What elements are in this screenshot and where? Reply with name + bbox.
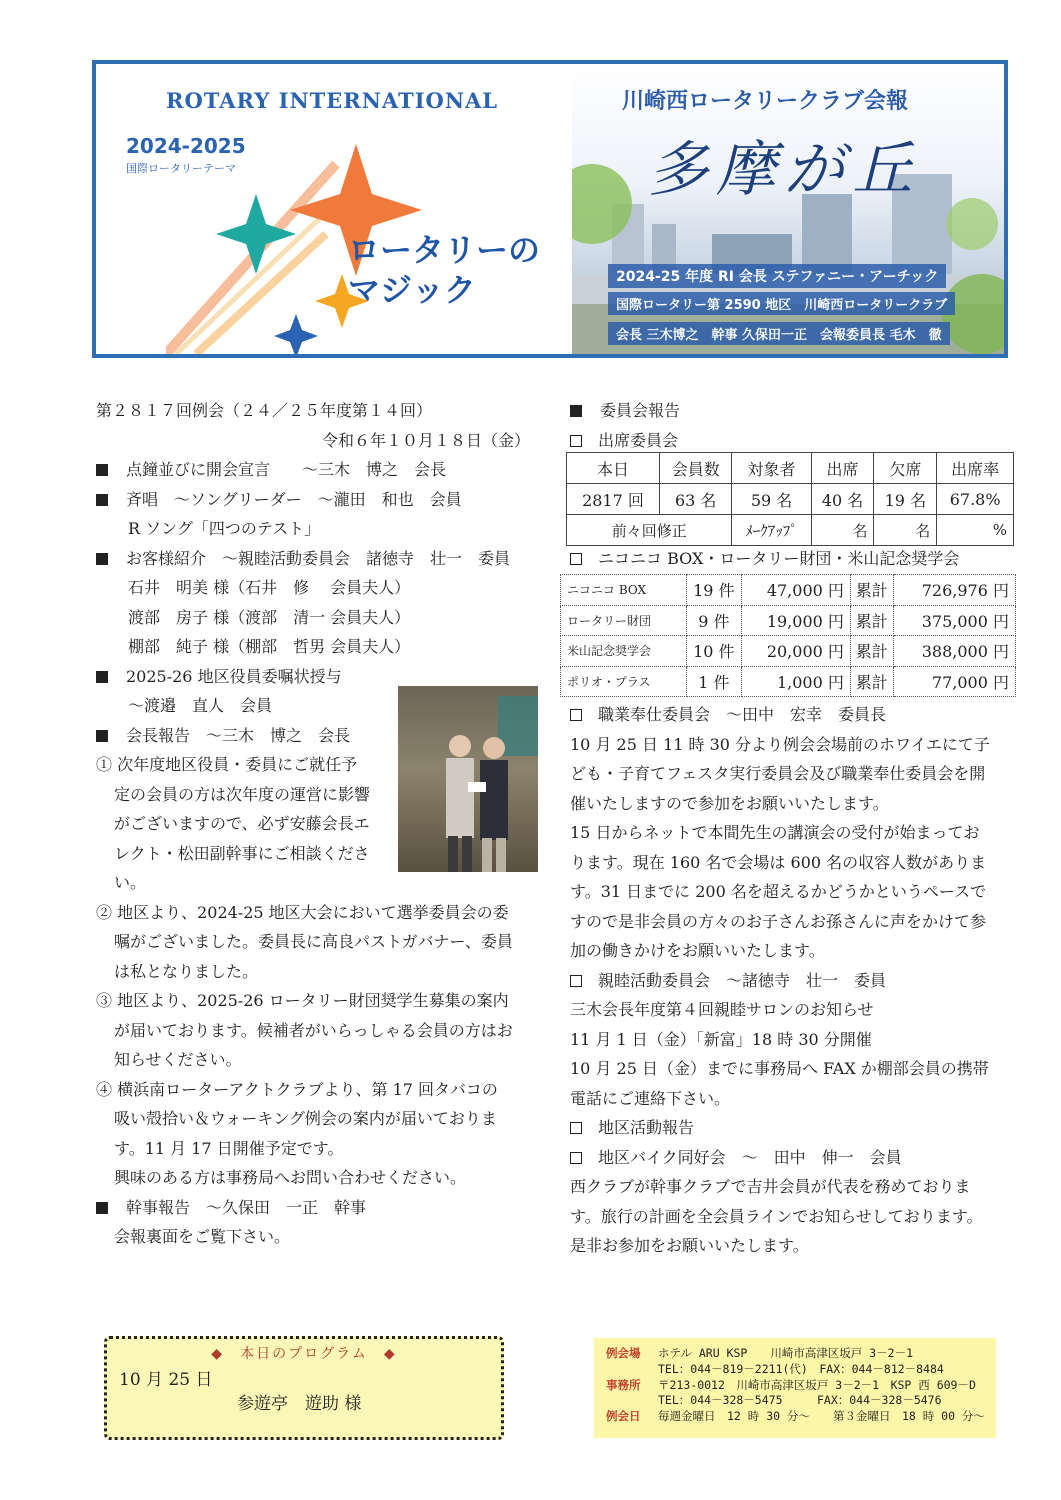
donation-table <box>560 574 1016 697</box>
table-row <box>561 575 1016 606</box>
report-line: ども・子育てフェスタ実行委員会及び職業奉仕委員会を開 <box>570 764 986 783</box>
table-row <box>561 666 1016 697</box>
table-cell: 19 名 <box>874 484 937 515</box>
program-guest: 参遊亭 遊助 様 <box>237 1394 362 1414</box>
report-line: す。31 日までに 200 名を超えるかどうかというペースで <box>570 882 987 901</box>
table-cell: 59 名 <box>732 484 811 515</box>
report-line: 10 月 25 日 11 時 30 分より例会会場前のホワイエにて子 <box>570 734 990 754</box>
newsletter-calligraphy-title: 多摩が丘 <box>648 135 920 205</box>
fellowship-heading: 親睦活動委員会 ～諸徳寺 壮一 委員 <box>570 966 1020 996</box>
table-cell: 726,976 円 <box>893 575 1015 606</box>
open-square-icon <box>570 975 582 987</box>
square-bullet-icon <box>96 464 108 476</box>
guest-line: 石井 明美 様（石井 修 会員夫人） <box>128 578 411 597</box>
table-row <box>567 453 1014 484</box>
table-cell: 前々回修正 <box>567 515 732 546</box>
venue-label: 例会場 <box>606 1346 641 1360</box>
award-ceremony-photo <box>398 686 538 872</box>
photo-figures <box>398 686 538 872</box>
table-cell: ニコニコ BOX <box>561 575 687 606</box>
open-square-icon <box>570 1122 582 1134</box>
bike-club-heading: 地区バイク同好会 ～ 田中 伸一 会員 <box>570 1143 1020 1173</box>
report-line: すので是非会員の方々のお子さんお孫さんに声をかけて参 <box>570 911 987 931</box>
open-square-icon <box>570 709 582 721</box>
table-header: 会員数 <box>659 453 732 484</box>
report-line: 興味のある方は事務局へお問い合わせください。 <box>114 1168 467 1187</box>
table-cell: 1,000 円 <box>741 666 850 697</box>
report-line: ① 次年度地区役員・委員にご就任予 <box>96 755 358 774</box>
vocational-heading: 職業奉仕委員会 ～田中 宏幸 委員長 <box>570 700 1020 730</box>
theme-year: 2024-2025 <box>126 134 246 158</box>
table-row <box>567 515 1014 546</box>
table-cell: 2817 回 <box>567 484 660 515</box>
rotary-international-title: ROTARY INTERNATIONAL <box>166 88 499 113</box>
agenda-item: 斉唱 ～ソングリーダー ～瀧田 和也 会員 <box>96 485 536 515</box>
table-cell: 名 <box>874 515 937 546</box>
table-cell: 累計 <box>850 666 893 697</box>
table-cell: 累計 <box>850 636 893 667</box>
table-cell: ロータリー財団 <box>561 605 687 636</box>
report-line: レクト・松田副幹事にご相談くださ <box>114 843 370 863</box>
donation-heading-block <box>570 544 1020 574</box>
table-cell: 累計 <box>850 605 893 636</box>
guest-line: 棚部 純子 様（棚部 哲男 会員夫人） <box>128 637 411 656</box>
report-line: 知らせください。 <box>114 1050 242 1069</box>
report-line: ③ 地区より、2025-26 ロータリー財団奨学生募集の案内 <box>96 991 509 1010</box>
attendance-table <box>566 452 1014 546</box>
square-bullet-icon <box>96 1202 108 1214</box>
table-cell: 1 件 <box>686 666 741 697</box>
table-cell: 19 件 <box>686 575 741 606</box>
table-cell: 19,000 円 <box>741 605 850 636</box>
table-cell: 67.8% <box>937 484 1014 515</box>
report-line: 西クラブが幹事クラブで吉井会員が代表を務めておりま <box>570 1177 971 1196</box>
guest-line: 渡部 房子 様（渡部 清一 会員夫人） <box>128 607 411 627</box>
district-club-band: 国際ロータリー第 2590 地区 川崎西ロータリークラブ <box>608 292 955 315</box>
table-cell: 77,000 円 <box>893 666 1015 697</box>
report-line: 嘱がございました。委員長に高良パストガバナー、委員 <box>114 932 513 951</box>
table-cell: ポリオ・プラス <box>561 666 687 697</box>
report-line: す。旅行の計画を全会員ラインでお知らせしております。 <box>570 1206 983 1226</box>
report-line: 定の会員の方は次年度の運営に影響 <box>114 784 371 804</box>
office-contact-row: TEL：044－328－5475 FAX：044－328－5476 <box>658 1393 942 1408</box>
table-cell: 388,000 円 <box>893 636 1015 667</box>
report-line: がございますので、必ず安藤会長エ <box>114 814 370 833</box>
square-bullet-icon <box>96 494 108 506</box>
meeting-day-label: 例会日 <box>606 1409 641 1424</box>
open-square-icon <box>570 435 582 447</box>
table-cell: 63 名 <box>659 484 732 515</box>
program-date: 10 月 25 日 <box>119 1370 213 1390</box>
district-heading: 地区活動報告 <box>570 1113 1020 1143</box>
table-cell: ﾒｰｸｱｯﾌﾟ <box>732 515 811 546</box>
table-header: 出席 <box>811 453 874 484</box>
table-cell: 47,000 円 <box>741 575 850 606</box>
agenda-item: 幹事報告 ～久保田 一正 幹事 <box>96 1193 536 1223</box>
officers-band: 会長 三木博之 幹事 久保田一正 会報委員長 毛木 徹 <box>608 322 950 345</box>
office-label: 事務所 <box>606 1377 641 1392</box>
table-cell: 累計 <box>850 575 893 606</box>
agenda-subline: R ソング「四つのテスト」 <box>128 519 321 538</box>
report-line: 15 日からネットで本間先生の講演会の受付が始まってお <box>570 823 980 842</box>
report-line: 加の働きかけをお願いいたします。 <box>570 941 825 960</box>
table-cell: 名 <box>811 515 874 546</box>
attendance-heading: 出席委員会 <box>570 426 1020 456</box>
program-heading: ◆ 本日のプログラム ◆ <box>211 1346 397 1362</box>
square-bullet-icon <box>96 553 108 565</box>
club-newsletter-panel <box>572 64 1004 354</box>
table-cell: 10 件 <box>686 636 741 667</box>
agenda-subline: ～渡邉 直人 会員 <box>128 696 273 715</box>
table-cell: 40 名 <box>811 484 874 515</box>
open-square-icon <box>570 1152 582 1164</box>
table-cell: 375,000 円 <box>893 605 1015 636</box>
report-line: 11 月 1 日（金）「新富」18 時 30 分開催 <box>570 1029 872 1049</box>
open-square-icon <box>570 553 582 565</box>
square-bullet-icon <box>96 730 108 742</box>
report-line: い。 <box>114 873 147 892</box>
office-row: 事務所 〒213-0012 川崎市高津区坂戸 3－2－1 KSP 西 609－D <box>606 1377 976 1392</box>
report-line: ④ 横浜南ローターアクトクラブより、第 17 回タバコの <box>96 1079 498 1099</box>
donation-heading: ニコニコ BOX・ロータリー財団・米山記念奨学会 <box>570 544 1020 574</box>
table-cell: 9 件 <box>686 605 741 636</box>
report-line: 三木会長年度第４回親睦サロンのお知らせ <box>570 1000 874 1019</box>
table-row <box>561 636 1016 667</box>
report-line: 吸い殻拾い＆ウォーキング例会の案内が届いておりま <box>114 1109 497 1128</box>
table-header: 出席率 <box>937 453 1014 484</box>
agenda-item: 2025-26 地区役員委嘱状授与 <box>96 662 536 692</box>
report-line: 催いたしますので参加をお願いいたします。 <box>570 793 889 813</box>
table-cell: % <box>937 515 1014 546</box>
agenda-subline: 会報裏面をご覧下さい。 <box>114 1227 291 1246</box>
square-bullet-icon <box>96 671 108 683</box>
report-line: 10 月 25 日（金）までに事務局へ FAX か棚部会員の携帯 <box>570 1059 989 1078</box>
agenda-item: 点鐘並びに開会宣言 ～三木 博之 会長 <box>96 455 536 485</box>
table-header: 本日 <box>567 453 660 484</box>
table-header: 対象者 <box>732 453 811 484</box>
report-line: 電話にご連絡下さい。 <box>570 1088 731 1108</box>
venue-contact-row: TEL：044－819－2211(代) FAX：044－812－8484 <box>658 1361 944 1376</box>
square-bullet-icon <box>570 405 582 417</box>
agenda-item: お客様紹介 ～親睦活動委員会 諸徳寺 壮一 委員 <box>96 544 536 574</box>
meeting-day-row: 例会日 毎週金曜日 12 時 30 分～ 第３金曜日 18 時 00 分～ <box>606 1409 985 1424</box>
table-row <box>561 605 1016 636</box>
club-info-box <box>594 1338 996 1438</box>
meeting-title: 第２８１７回例会（２４／２５年度第１４回） <box>96 401 433 420</box>
report-line: ります。現在 160 名で会場は 600 名の収容人数がありま <box>570 852 987 872</box>
committee-details <box>570 700 1020 1261</box>
todays-program-box <box>104 1336 504 1440</box>
report-line: ② 地区より、2024-25 地区大会において選挙委員会の委 <box>96 902 509 922</box>
report-line: は私となりました。 <box>114 961 259 981</box>
table-cell: 20,000 円 <box>741 636 850 667</box>
ri-president-band: 2024-25 年度 RI 会長 ステファニー・アーチック <box>608 264 946 288</box>
table-header: 欠席 <box>874 453 937 484</box>
rotary-theme-panel <box>96 64 572 354</box>
report-line: 是非お参加をお願いいたします。 <box>570 1236 809 1255</box>
committee-heading: 委員会報告 <box>570 396 1020 426</box>
report-line: す。11 月 17 日開催予定です。 <box>114 1138 344 1158</box>
header-banner <box>92 60 1008 358</box>
agenda-item: 会長報告 ～三木 博之 会長 <box>96 721 536 751</box>
committee-report-column <box>570 396 1020 455</box>
table-row <box>567 484 1014 515</box>
theme-label: 国際ロータリーテーマ <box>126 162 236 175</box>
venue-row: 例会場 ホテル ARU KSP 川崎市高津区坂戸 3－2－1 <box>606 1346 914 1360</box>
newsletter-title: 川崎西ロータリークラブ会報 <box>622 89 909 114</box>
meeting-date: 令和６年１０月１８日（金） <box>321 430 530 450</box>
table-cell: 米山記念奨学会 <box>561 636 687 667</box>
theme-title: ロータリーの マジック <box>348 231 541 309</box>
report-line: が届いております。候補者がいらっしゃる会員の方はお <box>114 1020 513 1040</box>
